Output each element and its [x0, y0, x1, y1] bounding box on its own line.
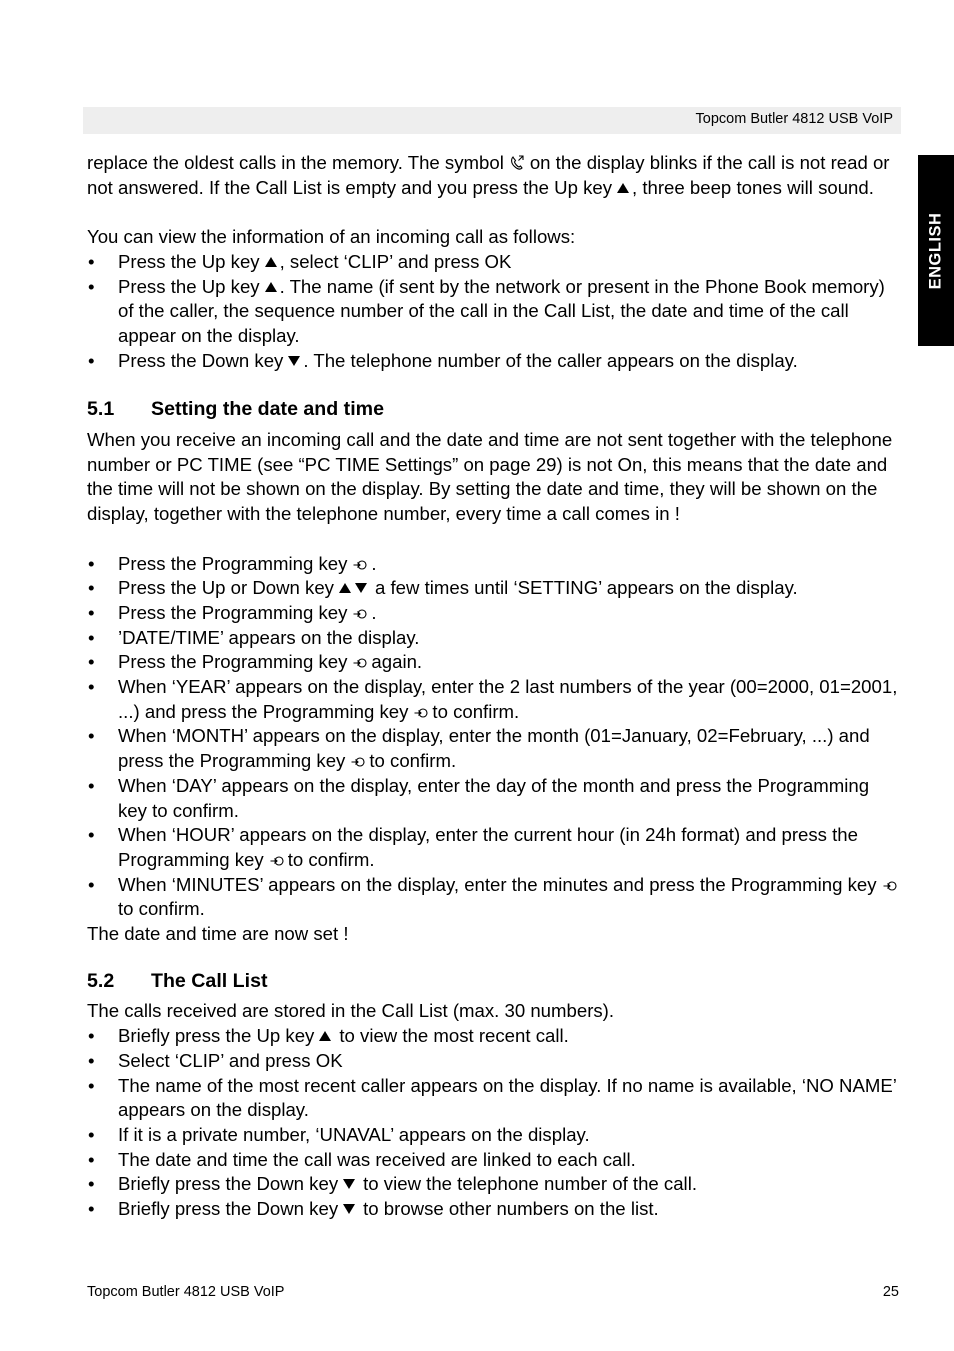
list-item [87, 552, 903, 577]
list-item: • When ‘DAY’ appears on the display, enter the day of the month and press the Programming key to confirm. [87, 774, 903, 823]
text: . [371, 601, 377, 623]
text: Press the Programming key [118, 601, 348, 623]
section-number: 5.1 [87, 398, 115, 421]
section-title: The Call List [151, 969, 268, 992]
text: Press the Up or Down key [118, 577, 334, 599]
text: , three beep tones will sound. [632, 176, 874, 198]
text: Press the Down key [118, 349, 284, 371]
section-heading-5-2 [87, 969, 903, 994]
programming-key-icon [353, 657, 367, 669]
language-tab-label: ENGLISH [926, 212, 945, 289]
list-item [87, 823, 903, 872]
call-list-steps [87, 1024, 903, 1222]
list-item: • ’DATE/TIME’ appears on the display. [87, 626, 903, 651]
section-title: Setting the date and time [151, 398, 384, 421]
list-item: • Select ‘CLIP’ and press OK [87, 1049, 903, 1074]
down-arrow-icon [343, 1204, 355, 1214]
text: Press the Up key [118, 250, 260, 272]
footer-title: Topcom Butler 4812 USB VoIP [87, 1284, 285, 1300]
text: again. [371, 651, 423, 673]
up-arrow-icon [319, 1031, 331, 1041]
list-item [87, 576, 903, 601]
text: Briefly press the Down key [118, 1173, 339, 1195]
text: to view the most recent call. [339, 1025, 569, 1047]
intro-paragraph [87, 151, 903, 200]
list-item [87, 650, 903, 675]
list-item [87, 601, 903, 626]
text: a few times until ‘SETTING’ appears on the display. [374, 577, 798, 599]
down-arrow-icon [288, 356, 300, 366]
new-call-symbol-icon [510, 155, 525, 172]
list-item: • The date and time the call was received are linked to each call. [87, 1148, 903, 1173]
text: replace the oldest calls in the memory. The symbol [87, 152, 504, 173]
list-item [87, 873, 903, 922]
text: on the display blinks if the call is not read or not answered. If the Call List is empty and you press the Up key [87, 152, 890, 198]
list-item [87, 250, 903, 275]
up-arrow-icon [265, 257, 277, 267]
text: Press the Up key [118, 275, 260, 297]
text: When ‘MINUTES’ appears on the display, enter the minutes and press the Programming key [118, 873, 877, 895]
text: When ‘MONTH’ appears on the display, enter the month (01=January, 02=February, ...) and press the Programming key [118, 725, 870, 772]
language-tab [918, 155, 954, 346]
text: to confirm. [287, 848, 375, 870]
header-title: Topcom Butler 4812 USB VoIP [695, 111, 893, 127]
text: . The telephone number of the caller appears on the display. [303, 349, 798, 371]
programming-key-icon [351, 756, 365, 768]
list-item [87, 275, 903, 349]
list-item: • If it is a private number, ‘UNAVAL’ appears on the display. [87, 1123, 903, 1148]
page-content [87, 151, 903, 1222]
list-item [87, 1172, 903, 1197]
intro-paragraph-2: You can view the information of an incoming call as follows: [87, 226, 576, 248]
list-item [87, 724, 903, 773]
text: to browse other numbers on the list. [363, 1198, 659, 1220]
programming-key-icon [414, 707, 428, 719]
date-time-steps [87, 552, 903, 923]
list-item [87, 1024, 903, 1049]
text: to view the telephone number of the call. [363, 1173, 697, 1195]
intro-list [87, 250, 903, 374]
list-item [87, 675, 903, 724]
text: to confirm. [118, 898, 205, 920]
programming-key-icon [270, 855, 284, 867]
text: , select ‘CLIP’ and press OK [279, 250, 512, 272]
list-item [87, 349, 903, 374]
programming-key-icon [353, 559, 367, 571]
closing-sentence: The date and time are now set ! [87, 923, 349, 945]
list-item [87, 1197, 903, 1222]
text: Press the Programming key [118, 651, 348, 673]
text: to confirm. [369, 750, 457, 772]
page-header [83, 107, 901, 134]
up-arrow-icon [339, 583, 351, 593]
section-5-1-paragraph: When you receive an incoming call and the date and time are not sent together with the telephone number or PC TIME (see “PC TIME Settings” on page 29) is not On, this means that the date and the time will not be shown on the display. By setting the date and time, they will be shown on the display, together with the telephone number, every time a call comes in ! [87, 429, 893, 525]
text: . [371, 552, 377, 574]
section-heading-5-1 [87, 397, 903, 422]
list-item: • The name of the most recent caller appears on the display. If no name is available, ‘NO NAME’ appears on the display. [87, 1074, 903, 1123]
programming-key-icon [883, 880, 897, 892]
up-arrow-icon [617, 183, 629, 193]
section-5-2-paragraph: The calls received are stored in the Call List (max. 30 numbers). [87, 1000, 615, 1022]
text: Press the Programming key [118, 552, 348, 574]
text: . The name (if sent by the network or present in the Phone Book memory) of the caller, the sequence number of the call in the Call List, the date and time of the call appear on the display. [118, 275, 885, 346]
text: Briefly press the Up key [118, 1025, 315, 1047]
text: When ‘HOUR’ appears on the display, enter the current hour (in 24h format) and press the Programming key [118, 824, 858, 870]
text: to confirm. [432, 700, 520, 722]
text: When ‘YEAR’ appears on the display, enter the 2 last numbers of the year (00=2000, 01=2001, ...) and press the Programming key [118, 676, 898, 722]
page-number: 25 [882, 1284, 899, 1300]
section-number: 5.2 [87, 969, 115, 992]
down-arrow-icon [355, 583, 367, 593]
up-arrow-icon [265, 282, 277, 292]
text: Briefly press the Down key [118, 1198, 339, 1220]
down-arrow-icon [343, 1179, 355, 1189]
programming-key-icon [353, 608, 367, 620]
